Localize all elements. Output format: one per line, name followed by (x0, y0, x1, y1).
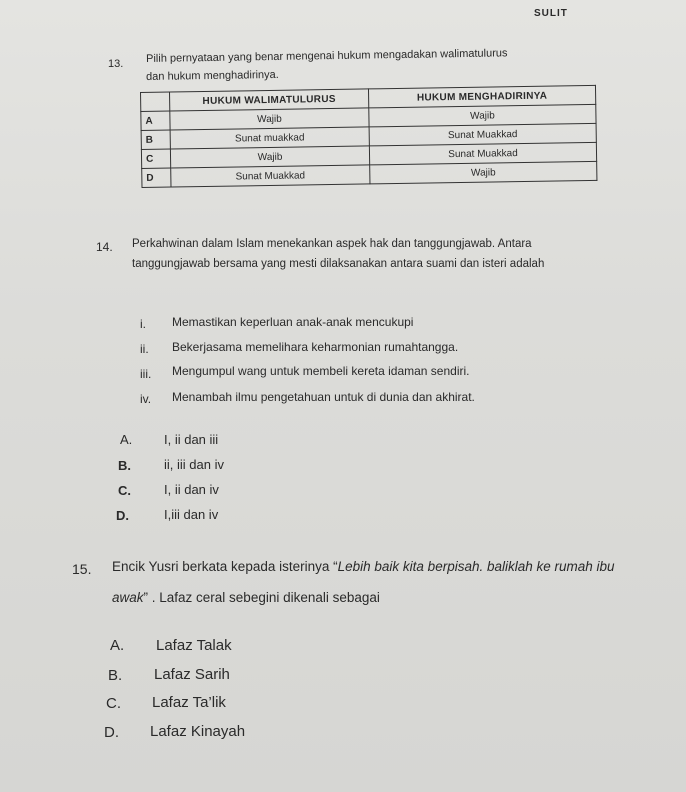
table-option-cell: A (141, 111, 170, 130)
table-cell: Sunat Muakkad (369, 123, 596, 146)
q15-option-letter[interactable]: A. (110, 637, 125, 654)
q14-statement-text: Menambah ilmu pengetahuan untuk di dunia dan akhirat. (172, 390, 475, 404)
q14-statement-text: Bekerjasama memelihara keharmonian rumahtangga. (172, 340, 459, 354)
q13-stem-line2: dan hukum menghadirinya. (146, 68, 279, 83)
table-cell: Sunat muakkad (170, 127, 369, 149)
q14-statement-roman: iii. (140, 367, 152, 381)
q14-option-text[interactable]: I, ii dan iv (164, 482, 219, 497)
q13-stem-line1: Pilih pernyataan yang benar mengenai hukum mengadakan walimatulurus (146, 47, 508, 65)
q14-statement-roman: ii. (140, 342, 149, 356)
q13-number: 13. (108, 58, 124, 70)
table-option-cell: B (141, 130, 170, 149)
q15-option-text[interactable]: Lafaz Kinayah (150, 723, 246, 740)
q14-statement-text: Memastikan keperluan anak-anak mencukupi (172, 315, 414, 329)
q14-option-letter[interactable]: D. (116, 508, 129, 523)
q15-stem-part2: ” . Lafaz ceral sebegini dikenali sebagai (143, 590, 380, 605)
q14-statement-roman: iv. (140, 392, 152, 406)
q14-number: 14. (96, 240, 113, 254)
table-header-cell: HUKUM MENGHADIRINYA (368, 85, 595, 108)
q15-stem-part1: Encik Yusri berkata kepada isterinya “ (112, 559, 338, 574)
q15-option-text[interactable]: Lafaz Talak (156, 637, 232, 654)
q14-option-text[interactable]: I,iii dan iv (164, 507, 219, 522)
table-cell: Sunat Muakkad (369, 142, 596, 165)
q13-hukum-table (140, 85, 597, 188)
table-cell: Wajib (370, 161, 597, 184)
q15-option-letter[interactable]: B. (108, 667, 123, 684)
table-option-cell: C (141, 149, 170, 168)
q14-option-letter[interactable]: B. (118, 458, 131, 473)
table-option-cell: D (142, 168, 171, 187)
table-header-cell: HUKUM WALIMATULURUS (170, 89, 369, 111)
q15-number: 15. (72, 561, 92, 577)
q14-option-text[interactable]: ii, iii dan iv (164, 457, 224, 472)
table-cell: Wajib (170, 108, 369, 130)
q14-statement-text: Mengumpul wang untuk membeli kereta idaman sendiri. (172, 364, 470, 378)
q15-stem (112, 551, 652, 613)
q14-option-letter[interactable]: C. (118, 483, 131, 498)
q14-statement-roman: i. (140, 317, 146, 331)
q15-stem-quote: Lebih baik kita berpisah. baliklah ke rumah ibu awak (112, 559, 615, 605)
table-cell: Sunat Muakkad (171, 165, 370, 187)
q14-stem: Perkahwinan dalam Islam menekankan aspek hak dan tanggungjawab. Antara tanggungjawab bersama yang mesti dilaksanakan antara suami dan isteri adalah (132, 238, 545, 270)
q15-option-text[interactable]: Lafaz Ta’lik (152, 694, 226, 711)
q15-option-letter[interactable]: C. (106, 695, 121, 712)
table-header-cell (141, 92, 170, 111)
table-cell: Wajib (369, 104, 596, 127)
q14-option-letter[interactable]: A. (120, 432, 133, 447)
q15-option-letter[interactable]: D. (104, 724, 119, 741)
q15-option-text[interactable]: Lafaz Sarih (154, 666, 230, 683)
table-cell: Wajib (170, 146, 369, 168)
classification-label: SULIT (534, 8, 568, 19)
q14-option-text[interactable]: I, ii dan iii (164, 432, 219, 447)
